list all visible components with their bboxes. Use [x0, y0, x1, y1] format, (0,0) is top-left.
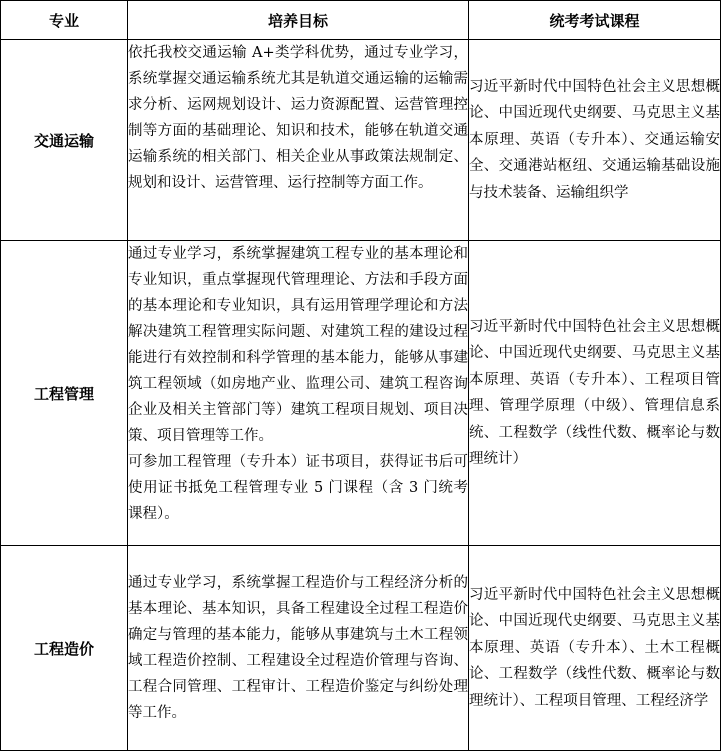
major-name: 交通运输	[1, 40, 128, 241]
header-exam: 统考考试课程	[469, 1, 721, 40]
table-row	[1, 546, 721, 751]
training-goal: 通过专业学习，系统掌握建筑工程专业的基本理论和专业知识，重点掌握现代管理理论、方法和手段方面的基本理论和专业知识，具有运用管理学理论和方法解决建筑工程管理实际问题、对建筑工程的建设过程能进行有效控制和科学管理的基本能力，能够从事建筑工程领域（如房地产业、监理公司、建筑工程咨询企业及相关主管部门等）建筑工程项目规划、项目决策、项目管理等工作。	[128, 246, 468, 444]
exam-courses: 习近平新时代中国特色社会主义思想概论、中国近现代史纲要、马克思主义基本原理、英语（专升本）、工程项目管理、管理学原理（中级）、管理信息系统、工程数学（线性代数、概率论与数理统计）	[469, 241, 721, 546]
major-name: 工程造价	[1, 546, 128, 751]
training-goal-cell	[128, 241, 469, 546]
header-row	[1, 1, 721, 40]
training-goal: 通过专业学习，系统掌握工程造价与工程经济分析的基本理论、基本知识，具备工程建设全过程工程造价确定与管理的基本能力，能够从事建筑与土木工程领域工程造价控制、工程建设全过程造价管理与咨询、工程合同管理、工程审计、工程造价鉴定与纠纷处理等工作。	[128, 546, 469, 751]
header-goal: 培养目标	[128, 1, 469, 40]
header-major: 专业	[1, 1, 128, 40]
major-name: 工程管理	[1, 241, 128, 546]
training-goal: 依托我校交通运输 A+类学科优势，通过专业学习，系统掌握交通运输系统尤其是轨道交通运输的运输需求分析、运网规划设计、运力资源配置、运营管理控制等方面的基础理论、知识和技术，能够在轨道交通运输系统的相关部门、相关企业从事政策法规制定、规划和设计、运营管理、运行控制等方面工作。	[128, 40, 469, 241]
table-row	[1, 241, 721, 546]
exam-courses: 习近平新时代中国特色社会主义思想概论、中国近现代史纲要、马克思主义基本原理、英语（专升本）、土木工程概论、工程数学（线性代数、概率论与数理统计）、工程项目管理、工程经济学	[469, 546, 721, 751]
exam-courses: 习近平新时代中国特色社会主义思想概论、中国近现代史纲要、马克思主义基本原理、英语（专升本）、交通运输安全、交通港站枢纽、交通运输基础设施与技术装备、运输组织学	[469, 40, 721, 241]
table-row	[1, 40, 721, 241]
certificate-note: 可参加工程管理（专升本）证书项目，获得证书后可使用证书抵免工程管理专业 5 门课程（含 3 门统考课程）。	[128, 454, 468, 522]
